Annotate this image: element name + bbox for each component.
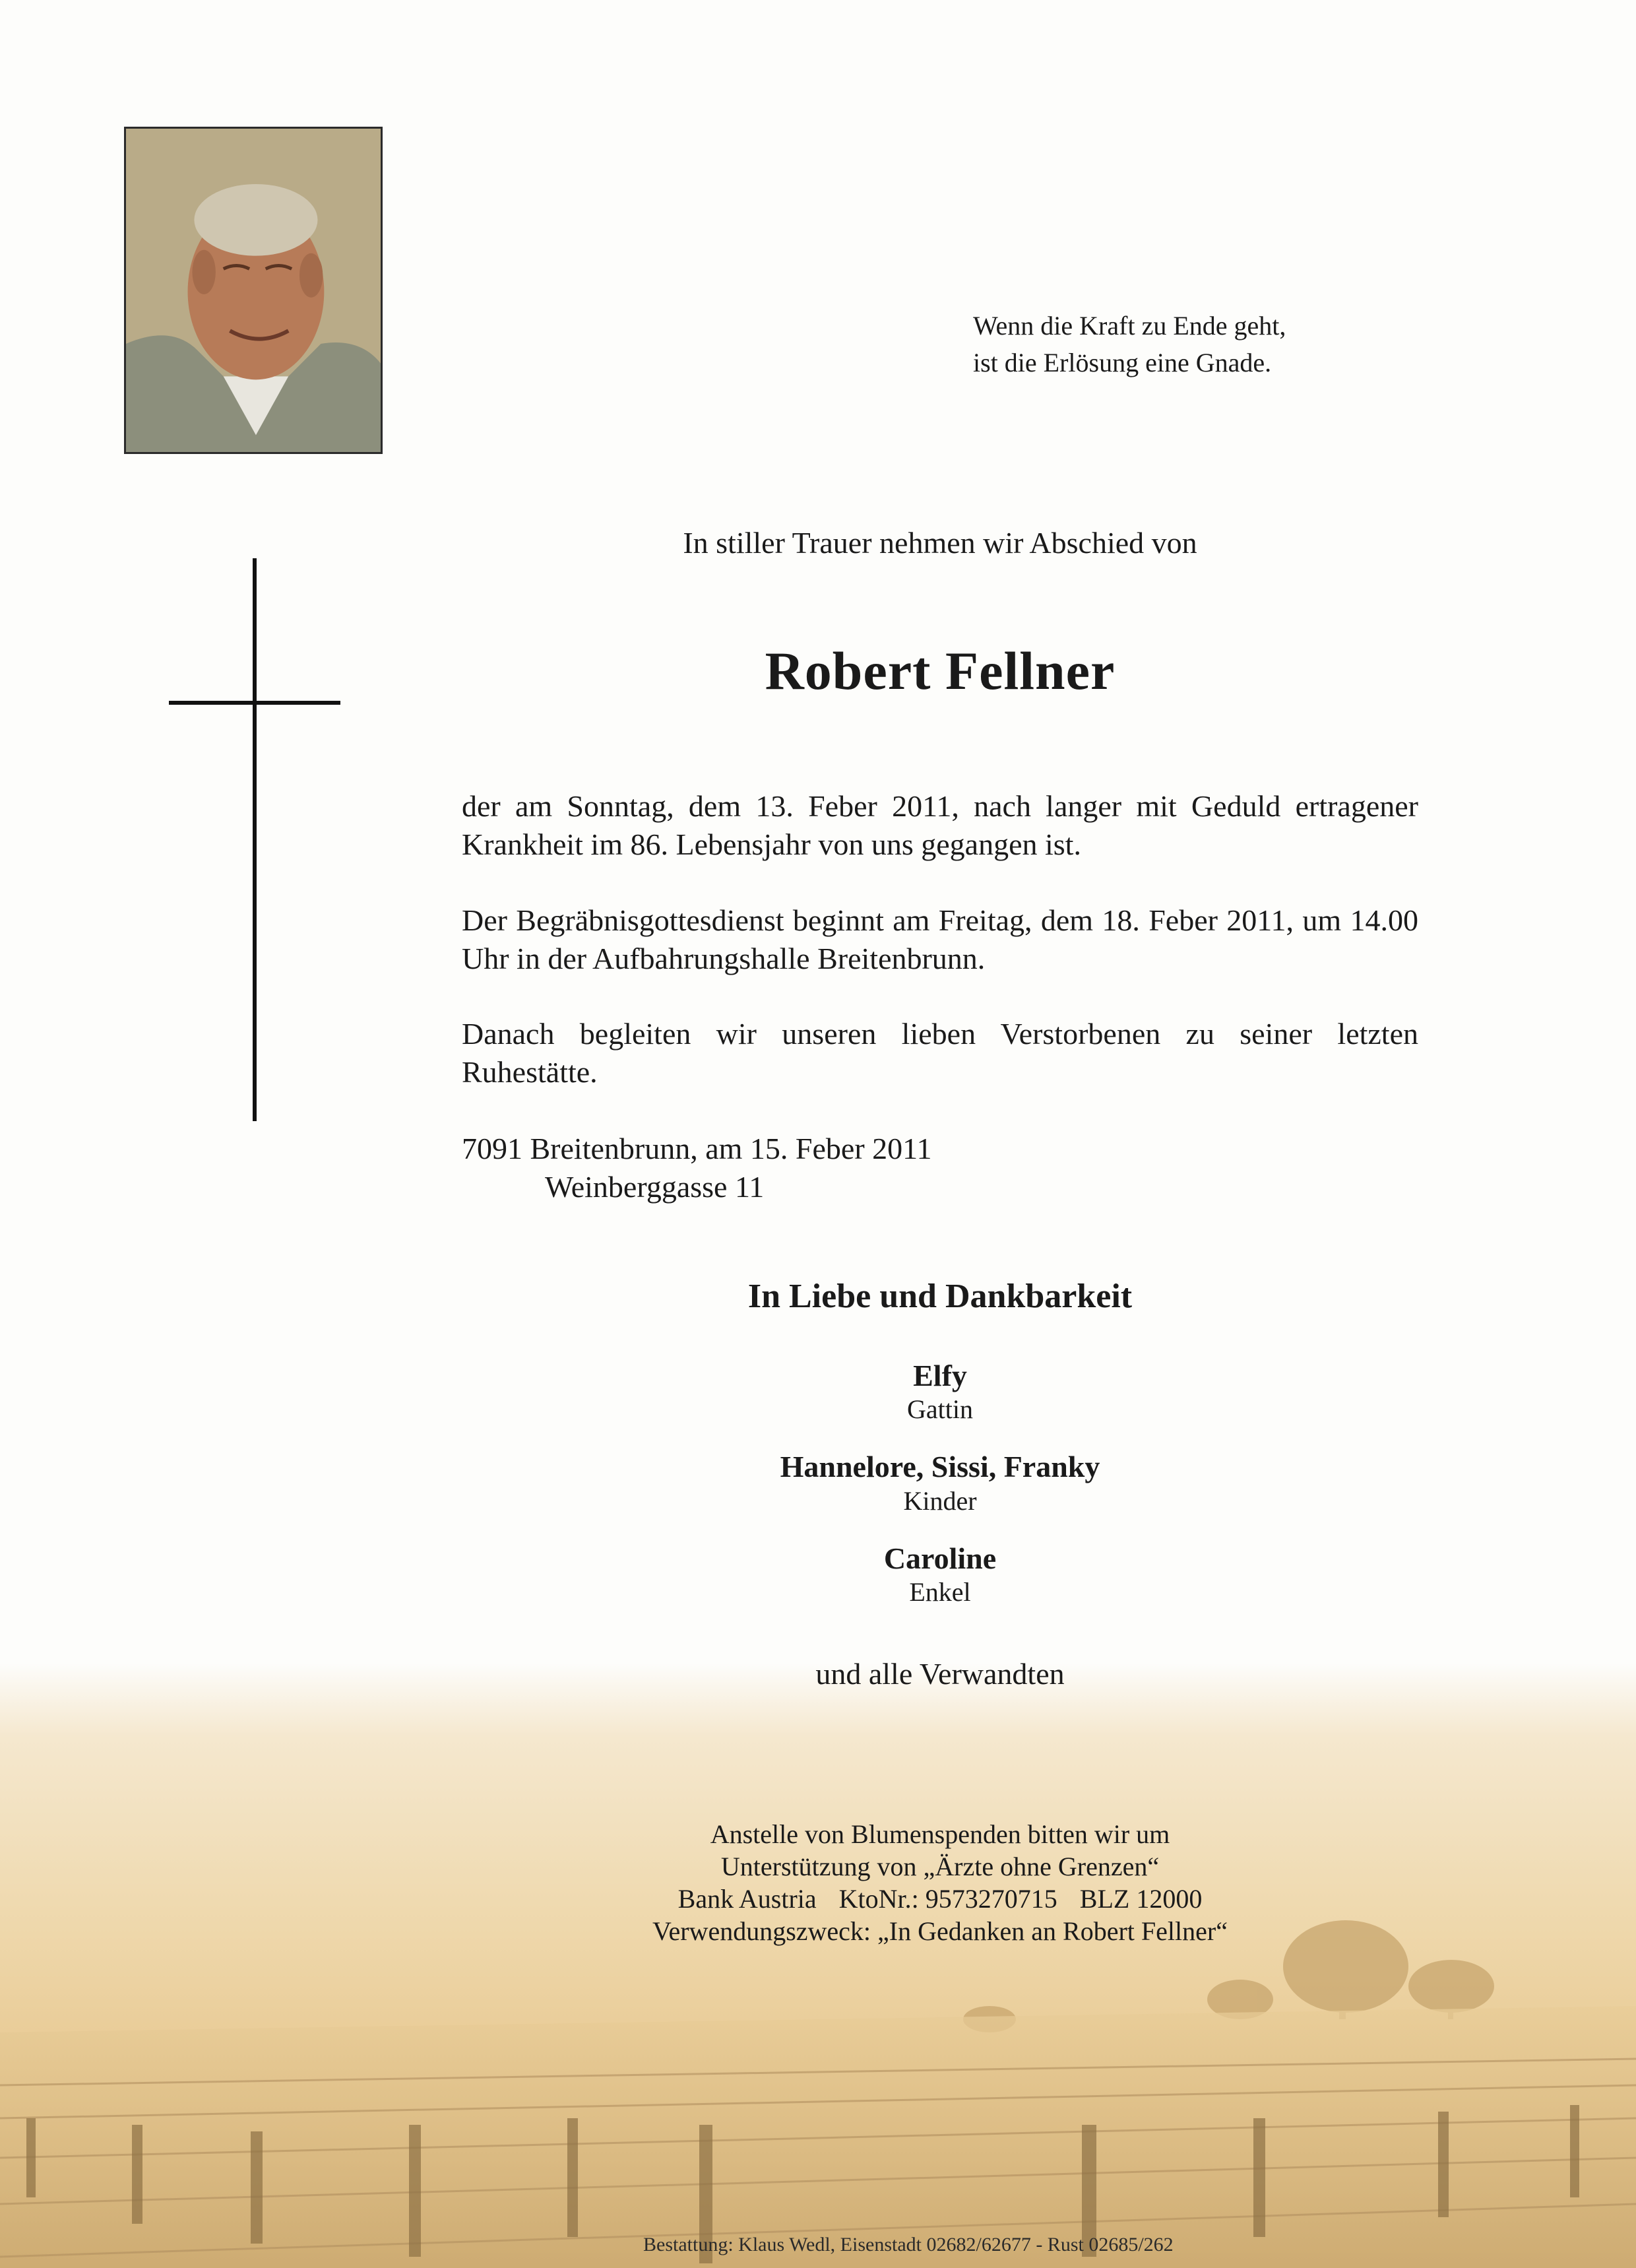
- cross-icon-horizontal: [169, 701, 340, 705]
- deceased-name: Robert Fellner: [765, 641, 1116, 701]
- motto-line: ist die Erlösung eine Gnade.: [973, 348, 1272, 377]
- bank-name: Bank Austria: [677, 1884, 817, 1914]
- motto: [973, 308, 1474, 381]
- portrait-photo: [124, 127, 383, 454]
- address: Weinberggasse 11: [545, 1170, 765, 1204]
- family-names: Elfy: [913, 1359, 967, 1392]
- family-names: Hannelore, Sissi, Franky: [780, 1450, 1100, 1483]
- donation-purpose: Verwendungszweck: „In Gedanken an Robert Fellner“: [652, 1916, 1228, 1946]
- vineyard-landscape-image: [0, 1663, 1636, 2268]
- thanks-heading: In Liebe und Dankbarkeit: [747, 1278, 1133, 1315]
- account-number: KtoNr.: 9573270715: [838, 1884, 1057, 1914]
- relatives-text: und alle Verwandten: [815, 1657, 1065, 1691]
- funeral-home-footer: Bestattung: Klaus Wedl, Eisenstadt 02682/62677 - Rust 02685/262: [643, 2234, 1174, 2255]
- funeral-service-paragraph: Der Begräbnisgottesdienst beginnt am Freitag, dem 18. Feber 2011, um 14.00 Uhr in der Aufbahrungshalle Breitenbrunn.: [462, 903, 1418, 975]
- death-notice-paragraph: der am Sonntag, dem 13. Feber 2011, nach langer mit Geduld ertragener Krankheit im 86. Lebensjahr von uns gegangen ist.: [462, 789, 1418, 861]
- family-relation: Enkel: [909, 1577, 971, 1607]
- intro-text: In stiller Trauer nehmen wir Abschied von: [683, 526, 1197, 560]
- family-relation: Gattin: [907, 1394, 973, 1424]
- cross-icon-vertical: [253, 558, 257, 1121]
- place-date: 7091 Breitenbrunn, am 15. Feber 2011: [462, 1132, 932, 1165]
- bank-code: BLZ 12000: [1079, 1884, 1203, 1914]
- donation-line: Anstelle von Blumenspenden bitten wir um: [710, 1819, 1170, 1849]
- family-names: Caroline: [883, 1541, 997, 1575]
- motto-line: Wenn die Kraft zu Ende geht,: [973, 311, 1286, 340]
- burial-paragraph: Danach begleiten wir unseren lieben Verstorbenen zu seiner letzten Ruhestätte.: [462, 1017, 1418, 1089]
- bank-details: [544, 1883, 1336, 1915]
- donation-line: Unterstützung von „Ärzte ohne Grenzen“: [720, 1852, 1160, 1881]
- family-relation: Kinder: [903, 1486, 977, 1516]
- donation-note: [544, 1818, 1336, 1947]
